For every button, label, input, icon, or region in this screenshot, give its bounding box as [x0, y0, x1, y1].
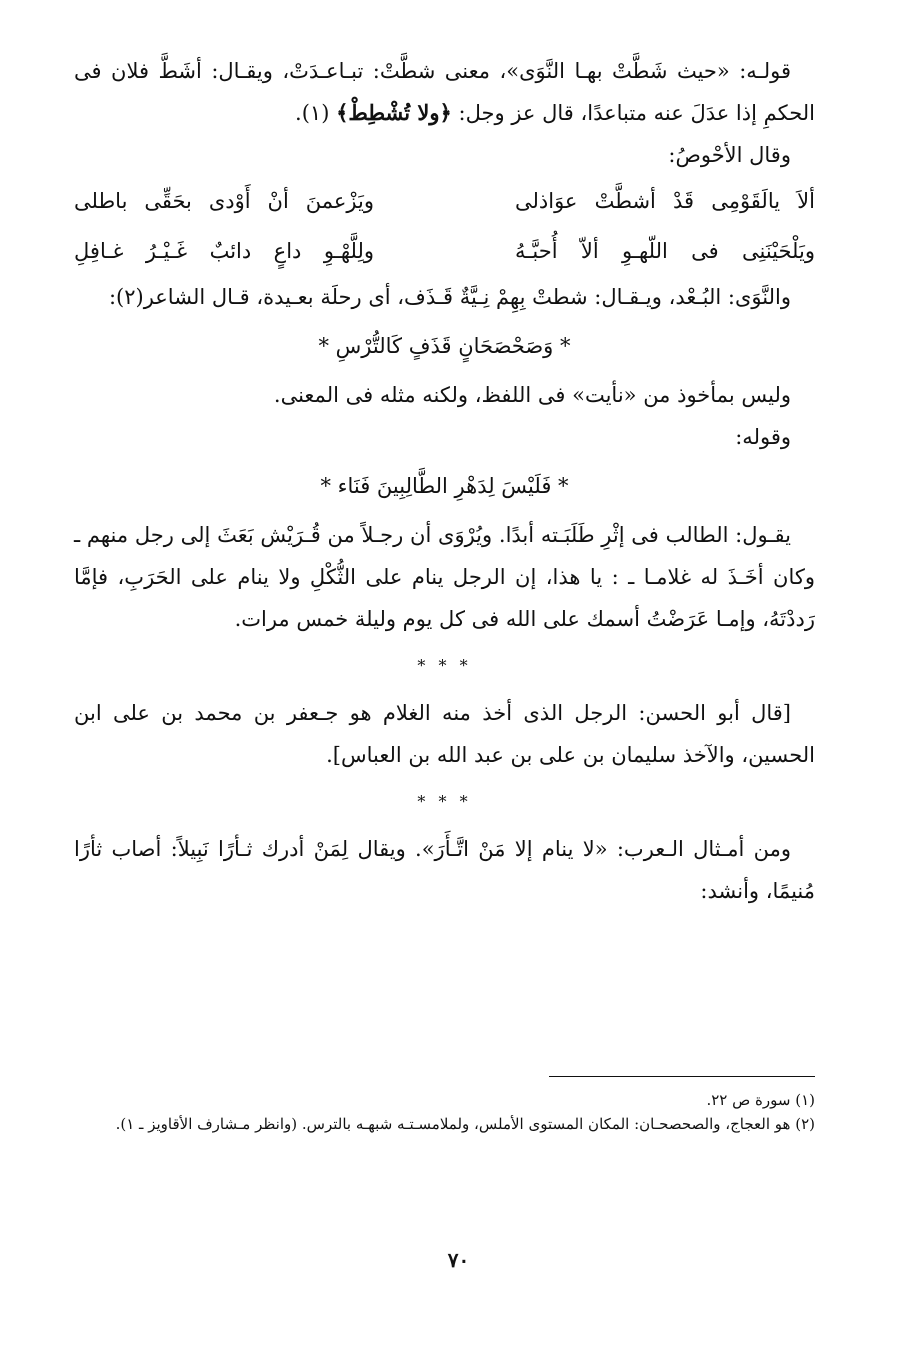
paragraph: والنَّوَى: البُـعْد، ويـقـال: شطتْ بِهِمْ نِـيَّةٌ قَـذَف، أى رحلَة بعـيدة، قـال الشاعر(٢):	[108, 285, 791, 309]
paragraph: وقال الأحْوصُ:	[668, 143, 791, 167]
verse-hemistich-second: ويَزْعمنَ أنْ أَوْدى بحَقِّى باطلى	[74, 189, 374, 213]
poem-verse	[74, 226, 815, 276]
paragraph-text: قولـه: «حيث شَطَّتْ بهـا النَّوَى»، معنى شطَّتْ: تبـاعـدَتْ، ويقـال: أشَطَّ فلان فى الحكمِ إذا عدَلَ عنه متباعدًا، قال عز وجل:	[74, 59, 815, 125]
footnote-ref: (١).	[295, 101, 330, 125]
half-verse: * فَلَيْسَ لِدَهْرِ الطَّالِبِينَ فَنَاء *	[320, 474, 569, 498]
quran-quote: ﴿ولا تُشْطِطْ﴾	[336, 100, 452, 125]
page-number: ٧٠	[447, 1248, 470, 1272]
half-verse: * وَصَحْصَحَانٍ قَذَفٍ كَالتُّرْسِ *	[318, 334, 571, 358]
verse-hemistich-first: ألاَ يالَقَوْمِى قَدْ أشطَّتْ عوَاذلى	[515, 189, 815, 213]
footnote-divider	[549, 1076, 815, 1077]
footnote: (١) سورة ص ٢٢.	[706, 1091, 815, 1109]
verse-hemistich-second: ولِلَّهْـوِ داعٍ دائبٌ غَـيْـرُ غـافِلِ	[74, 239, 374, 263]
paragraph: وقوله:	[735, 425, 791, 449]
poem-verse	[74, 176, 815, 226]
footnotes	[74, 1088, 815, 1136]
paragraph: وليس بمأخوذ من «نأيت» فى اللفظ، ولكنه مثله فى المعنى.	[273, 383, 791, 407]
verse-hemistich-first: ويَلْحَيْنَنِى فى اللّهـوِ ألاّ أُحبَّـهُ	[515, 239, 815, 263]
footnote: (٢) هو العجاج، والصحصحـان: المكان المستوى الأملس، ولملامسـتـه شبهـه بالترس. (وانظر مـشارف الأقاويز ـ ١).	[115, 1115, 815, 1133]
paragraph	[74, 50, 815, 134]
main-text	[74, 50, 815, 912]
paragraph: [قال أبو الحسن: الرجل الذى أخذ منه الغلام هو جـعفر بن محمد بن على ابن الحسين، والآخذ سليمان بن على بن عبد الله بن العباس].	[74, 701, 815, 767]
paragraph: ومن أمـثال الـعرب: «لا ينام إلا مَنْ اتَّـأَرَ». ويقال لِمَنْ أدرك ثـأرًا نَبِيلاً: أصاب ثأرًا مُنيمًا، وأنشد:	[74, 837, 815, 903]
section-separator: * * *	[417, 792, 472, 811]
paragraph: يقـول: الطالب فى إثْرِ طَلَبَـته أبدًا. ويُرْوَى أن رجـلاً من قُـرَيْش بَعَثَ إلى رجل منهم ـ وكان أخَـذَ له غلامـا ـ : يا هذا، إن الرجل ينام على الثُّكْلِ ولا ينام على الحَرَبِ، فإمَّا رَددْتَهُ، وإمـا عَرَضْتُ أسمك على الله فى كل يوم وليلة خمس مرات.	[74, 523, 815, 631]
section-separator: * * *	[417, 656, 472, 675]
